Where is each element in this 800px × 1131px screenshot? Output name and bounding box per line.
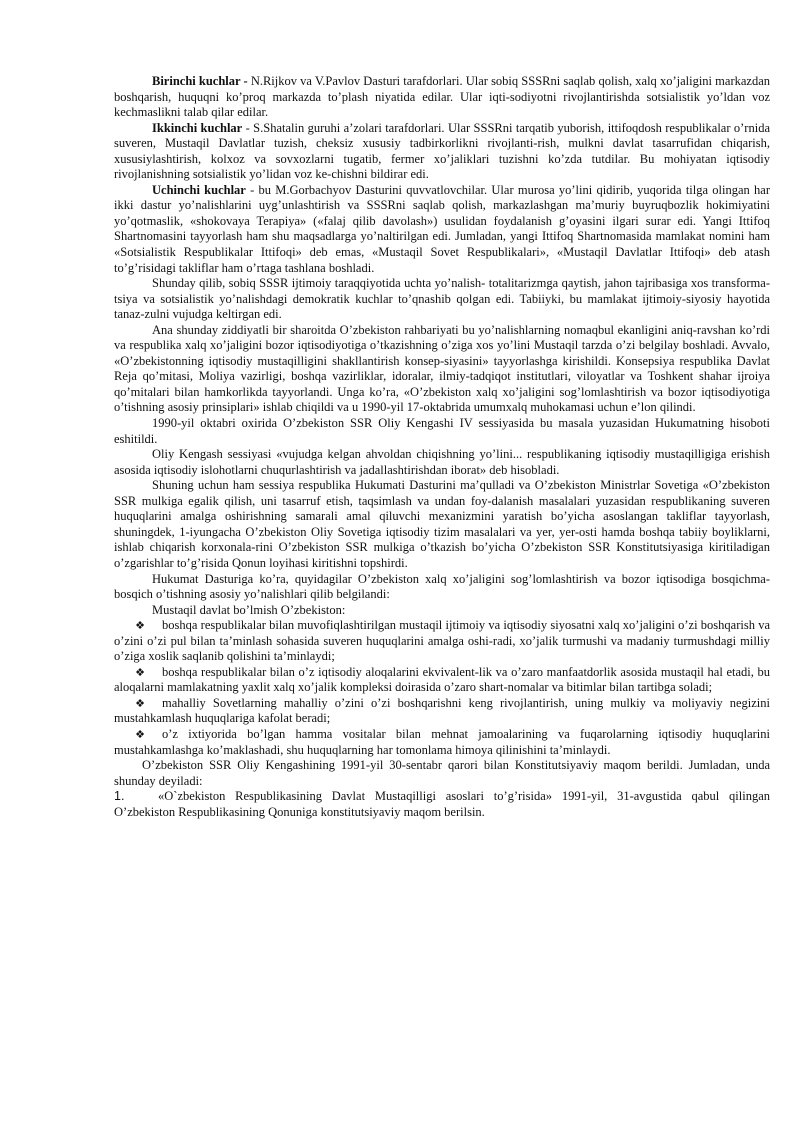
paragraph-uzbekistan-leadership: Ana shunday ziddiyatli bir sharoitda O’zbekiston rahbariyati bu yo’nalishlarning nomaqbul ekanligini aniq-ravshan ko’rdi va respublika xalq xo’jaligini bozor iqtisodiyotiga o’tkazishning o’ziga xos yo’lini Mustaqil tarzda o’zi belgilay boshladi. Avvalo, «O’zbekistonning iqtisodiy mustaqilligini shakllantirish konsep-siyasini» tayyorlashga kirishildi. Konsepsiya respublika Davlat Reja qo’mitasi, Moliya vazirligi, boshqa vazirliklar, idoralar, ilmiy-tadqiqot institutlari, viloyatlar va Toshkent shahar ijroiya qo’mitalari bilan hamkorlikda tayyorlandi. Unga ko’ra, «O’zbekiston xalq xo’jaligini sog’lomlashtirish va bozor iqtisodiyotiga o’tishning asosiy prinsiplari» ishlab chiqildi va u 1990-yil 17-oktabrida umumxalq muhokamasi uchun e’lon qilindi. [114, 322, 770, 415]
paragraph-text: - bu M.Gorbachyov Dasturini quvvatlovchilar. Ular murosa yo’lini qidirib, yuqorida tilga olingan har ikki dastur yo’nalishlarini uyg’unlashtirish va SSSRni saqlab qolish, markazlashgan ma’muriy buyruqbozlik hokimiyatini yo’qotmaslik, «shokovaya Terapiya» («falaj qilib davolash») usulidan foydalanish g’oyasini ilgari surar edi. Yangi Ittifoq Shartnomasini tayyorlash ham shu maqsadlarga yo’naltirilgan edi. Jumladan, yangi Ittifoq Shartnomasida mamlakat nomini ham «Sotsialistik Respublikalar Ittifoqi» deb emas, «Mustaqil Sovet Respublikalari», «Mustaqil Davlatlar Ittifoqi» deb atash to’g’risidagi takliflar ham o’rtaga tashlana boshladi. [114, 182, 770, 275]
paragraph-government-program: Shuning uchun ham sessiya respublika Hukumati Dasturini ma’qulladi va O’zbekiston Ministrlar Sovetiga «O’zbekiston SSR mulkiga egalik qilish, uni tasarruf etish, taqsimlash va undan foy-dalanish masalalari yuzasidan respublikaning suveren huquqlarini amalga oshirishning samarali amal qiluvchi mexanizmini yaratish bo’yicha asoslangan takliflar tayyorlash, shuningdek, 1-iyungacha O’zbekiston Oliy Sovetiga iqtisodiy tizim masalalari va yer, yer-osti hamda boshqa tabiiy boyliklarni, ishlab chiqarish korxonala-rini O’zbekiston SSR mulkiga o’tkazish bo’yicha O’zbekiston SSR Konstitutsiyasiga kiritiladigan o’zgarishlar to’g’risida Qonun loyihasi kiritishni topshirdi. [114, 478, 770, 570]
diamond-bullet-icon: ❖ [135, 665, 145, 679]
paragraph-second-forces [114, 121, 770, 183]
paragraph-text: - S.Shatalin guruhi a’zolari tarafdorlari. Ular SSSRni tarqatib yuborish, ittifoqdosh respublikalar o’rnida suveren, Mustaqil Davlatlar tuzish, cheksiz xususiy tadbirkorlikni rivojlanti-rish, mulkni davlat tasarrufidan chiqarish, xususiylashtirish, kolxoz va sovxozlarni tugatib, fermer xo’jaliklari tuzishni ko’zda tutdilar. Bu mohiyatan iqtisodiy rivojlanishning sotsialistik yo’lidan voz ke-chishni bildirar edi. [114, 120, 770, 182]
numbered-item [114, 789, 770, 820]
bullet-text: o’z ixtiyorida bo’lgan hamma vositalar bilan mehnat jamoalarining va fuqarolarning iqtisodiy huquqlarini mustahkamlashga ko’maklashadi, shu huquqlarning har tomonlama himoya qilinishini ta’minlaydi. [114, 726, 770, 757]
paragraph-third-forces [114, 183, 770, 276]
bullet-item [114, 727, 770, 758]
diamond-bullet-icon: ❖ [135, 619, 145, 633]
item-number: 1. [114, 789, 125, 804]
paragraph-program-directions: Hukumat Dasturiga ko’ra, quyidagilar O’zbekiston xalq xo’jaligini sog’lomlashtirish va bozor iqtisodiga bosqichma-bosqich o’tishning asosiy yo’nalishlari qilib belgilandi: [114, 571, 770, 602]
bullet-item [114, 618, 770, 665]
document-page [114, 74, 770, 820]
paragraph-first-forces [114, 74, 770, 121]
bullet-item [114, 665, 770, 696]
paragraph-session-opinion: Oliy Kengash sessiyasi «vujudga kelgan ahvoldan chiqishning yo’lini... respublikaning iqtisodiy mustaqilligiga erishish asosida iqtisodiy islohotlarni chuqurlashtirish va jadallashtirishdan iborat» deb hisobladi. [114, 447, 770, 477]
paragraph-three-directions: Shunday qilib, sobiq SSSR ijtimoiy taraqqiyotida uchta yo’nalish- totalitarizmga qaytish, jahon tajribasiga xos transforma-tsiya va sotsialistik yo’nalishdagi demokratik kuchlar to’qnashib qolgan edi. Tabiiyki, bu mamlakat ijtimoiy-siyosiy hayotida tanaz-zulni vujudga keltirgan edi. [114, 276, 770, 322]
bullet-text: mahalliy Sovetlarning mahalliy o’zini o’zi boshqarishni keng rivojlantirish, uning mulkiy va moliyaviy negizini mustahkamlash huquqlariga kafolat beradi; [114, 695, 770, 726]
paragraph-supreme-council-decision: O’zbekiston SSR Oliy Kengashining 1991-yil 30-sentabr qarori bilan Konstitutsiyaviy maqom berildi. Jumladan, unda shunday deyiladi: [114, 758, 770, 788]
paragraph-text: N.Rijkov va V.Pavlov Dasturi tarafdorlari. Ular sobiq SSSRni saqlab qolish, xalq xo’jaligini markazdan boshqarish, huquqni ko’proq markazda to’plash niyatida edilar. Ular iqti-sodiyotni rivojlantirishda sotsialistik yo’ldan voz kechmaslikni talab qilar edilar. [114, 74, 770, 120]
diamond-bullet-icon: ❖ [135, 727, 145, 741]
term-first-forces: Birinchi kuchlar - [152, 74, 248, 88]
bullet-text: boshqa respublikalar bilan muvofiqlashtirilgan mustaqil ijtimoiy va iqtisodiy siyosatni xalq xo’jaligini o’zi boshqarish va o’zini o’zi pul bilan ta’minlash sohasida suveren huquqlarini amalga oshi-radi, xo’jalik turmushi va madaniy turmushdagi milliy o’ziga xoslik saqlanib qolishini ta’minlaydi; [114, 618, 770, 664]
term-third-forces: Uchinchi kuchlar [152, 182, 246, 197]
term-second-forces: Ikkinchi kuchlar [152, 120, 243, 135]
diamond-bullet-icon: ❖ [135, 696, 145, 710]
bullet-item [114, 696, 770, 727]
bullet-text: boshqa respublikalar bilan o’z iqtisodiy aloqalarini ekvivalent-lik va o’zaro manfaatdorlik asosida mustaqil hal etadi, bu aloqalarni mamlakatning yaxlit xalq xo’jalik kompleksi doirasida o’zaro shart-nomalar va bitimlar bilan tartibga soladi; [114, 664, 770, 695]
numbered-item-text: «O`zbekiston Respublikasining Davlat Mustaqilligi asoslari to’g’risida» 1991-yil, 31-avgustida qabul qilingan O’zbekiston Respublikasining Qonuniga konstitutsiyaviy maqom berilsin. [114, 789, 770, 819]
paragraph-independent-state: Mustaqil davlat bo’lmish O’zbekiston: [152, 602, 346, 617]
paragraph-session-report: 1990-yil oktabri oxirida O’zbekiston SSR Oliy Kengashi IV sessiyasida bu masala yuzasidan Hukumatning hisoboti eshitildi. [114, 416, 770, 446]
